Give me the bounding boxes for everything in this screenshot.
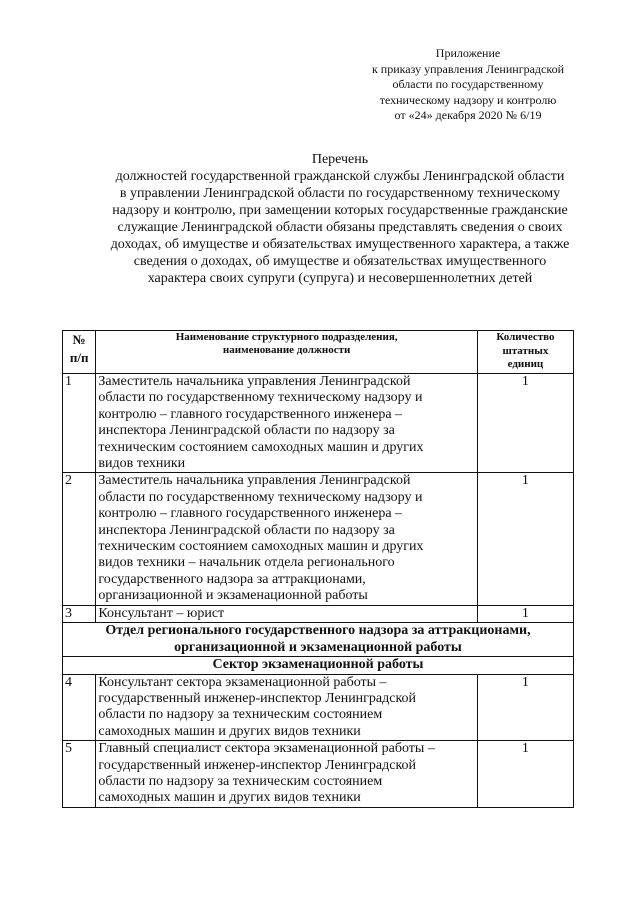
- approval-block: [338, 46, 598, 124]
- header-num-line: п/п: [69, 350, 89, 365]
- section-line: Отдел регионального государственного надзора за аттракционами,: [105, 623, 531, 639]
- title-line: в управлении Ленинградской области по государственному техническому: [119, 186, 561, 201]
- header-name: [96, 331, 477, 374]
- table-row: [63, 605, 574, 622]
- row-qty: 1: [477, 741, 573, 808]
- header-qty-line: единиц: [507, 358, 544, 370]
- title-line: доходах, об имуществе и обязательствах имущественного характера, а также: [110, 237, 570, 252]
- row-num: 1: [63, 374, 96, 473]
- name-line: контролю – главного государственного инженера –: [98, 406, 403, 422]
- row-position-name: [96, 374, 477, 473]
- row-num: 5: [63, 741, 96, 808]
- name-line: государственный инженер-инспектор Ленинградской: [98, 691, 417, 706]
- row-position-name: [96, 741, 477, 808]
- name-line: техническим состоянием самоходных машин и других: [98, 539, 424, 555]
- header-qty: [477, 331, 573, 374]
- section-department: [63, 623, 574, 657]
- title-line: служащие Ленинградской области обязаны представлять сведения о своих: [117, 220, 563, 235]
- title-line: сведения о доходах, об имуществе и обязательствах имущественного: [133, 254, 547, 269]
- name-line: инспектора Ленинградской области по надзору за: [98, 522, 395, 538]
- table-row: [63, 473, 574, 605]
- section-line: организационной и экзаменационной работы: [174, 639, 462, 655]
- name-line: Заместитель начальника управления Ленинградской: [98, 374, 411, 389]
- row-position-name: [96, 674, 477, 741]
- header-num: [63, 331, 96, 374]
- document-title: [60, 151, 620, 287]
- name-line: области по надзору за техническим состоянием: [98, 774, 383, 790]
- approval-line: от «24» декабря 2020 № 6/19: [394, 108, 542, 122]
- table-row: [63, 374, 574, 473]
- header-qty-line: штатных: [502, 344, 549, 357]
- name-line: области по надзору за техническим состоянием: [98, 707, 383, 723]
- row-num: 2: [63, 473, 96, 605]
- name-line: организационной и экзаменационной работы: [98, 588, 368, 604]
- section-sector: Сектор экзаменационной работы: [63, 657, 574, 675]
- title-line: надзору и контролю, при замещении которых государственные гражданские: [112, 203, 568, 218]
- name-line: Главный специалист сектора экзаменационной работы –: [98, 741, 435, 757]
- approval-line: Приложение: [435, 46, 501, 60]
- positions-table: [62, 330, 574, 808]
- approval-line: области по государственному: [392, 77, 544, 91]
- title-heading: Перечень: [311, 152, 369, 167]
- table-row: [63, 741, 574, 808]
- name-line: государственный инженер-инспектор Ленинградской: [98, 757, 417, 773]
- row-position-name: [96, 605, 477, 622]
- name-line: инспектора Ленинградской области по надзору за: [98, 423, 395, 439]
- table-header-row: [63, 331, 574, 374]
- name-line: видов техники – начальник отдела регионального: [98, 555, 395, 571]
- header-name-line: Наименование структурного подразделения,: [175, 331, 398, 343]
- title-line: должностей государственной гражданской службы Ленинградской области: [115, 169, 565, 184]
- name-line: области по государственному техническому надзору и: [98, 390, 423, 406]
- row-position-name: [96, 473, 477, 605]
- row-qty: 1: [477, 605, 573, 622]
- name-line: Заместитель начальника управления Ленинградской: [98, 473, 411, 489]
- header-name-line: наименование должности: [222, 344, 351, 356]
- name-line: самоходных машин и других видов техники: [98, 723, 361, 739]
- name-line: области по государственному техническому надзору и: [98, 489, 423, 505]
- name-line: техническим состоянием самоходных машин и других: [98, 439, 424, 455]
- section-department-row: [63, 623, 574, 657]
- name-line: контролю – главного государственного инженера –: [98, 506, 403, 522]
- row-num: 3: [63, 605, 96, 622]
- approval-line: к приказу управления Ленинградской: [371, 61, 565, 76]
- table-row: [63, 674, 574, 741]
- title-line: характера своих супруги (супруга) и несовершеннолетних детей: [147, 271, 533, 286]
- name-line: видов техники: [98, 456, 186, 472]
- name-line: Консультант – юрист: [98, 605, 225, 621]
- row-num: 4: [63, 674, 96, 741]
- name-line: государственного надзора за аттракционами,: [98, 571, 366, 587]
- name-line: самоходных машин и других видов техники: [98, 790, 361, 806]
- row-qty: 1: [477, 674, 573, 741]
- header-qty-line: Количество: [496, 331, 555, 343]
- header-num-line: №: [72, 332, 86, 347]
- name-line: Консультант сектора экзаменационной работы –: [98, 674, 387, 690]
- row-qty: 1: [477, 374, 573, 473]
- approval-line: техническому надзору и контролю: [379, 92, 557, 107]
- section-sector-row: [63, 657, 574, 675]
- row-qty: 1: [477, 473, 573, 605]
